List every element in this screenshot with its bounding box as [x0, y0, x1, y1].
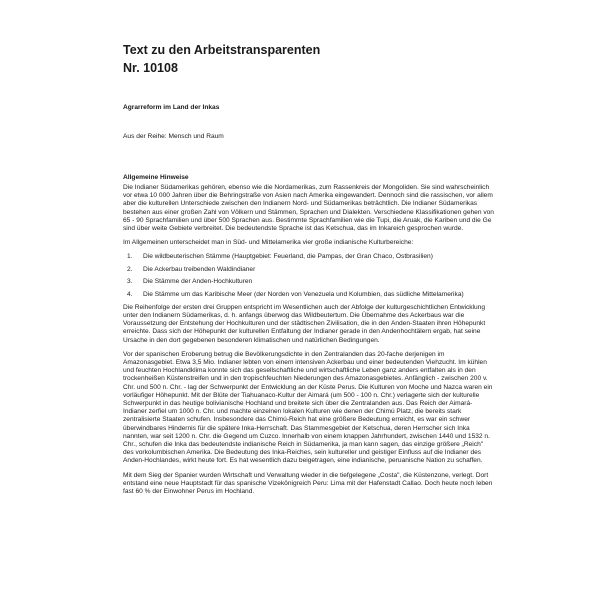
paragraph: Im Allgemeinen unterscheidet man in Süd- und Mittelamerika vier große indianische Kulturbereiche:	[123, 239, 414, 247]
paragraph: Vor der spanischen Eroberung betrug die Bevölkerungsdichte in den Zentralanden das 20-fache derjenigen im Amazonasgebiet. Etwa 3,5 Mio. Indianer lebten von einem intensiven Ackerbau und einer bedeutenden Viehzucht. Im kühlen und feuchten Hochlandklima konnte sich das gesellschaftliche und wirtschaftliche Leben ganz anders entfalten als in den trockenheißen Küstenstreifen und in den tropischfeuchten Niederungen des Amazonasgebietes. Anfänglich - zwischen 200 v. Chr. und 500 n. Chr. - lag der Schwerpunkt der Entwicklung an der Küste Perus. Die Kulturen von Moche und Nazca waren ein vorläufiger Höhepunkt. Mit der Blüte der Tiahuanaco-Kultur der Aimará (um 500 - 100 n. Chr.) verlagerte sich der kulturelle Schwerpunkt in das heutige bolivianische Hochland und breitete sich über die Zentralanden aus. Das Reich der Aimará-Indianer zerfiel um 1000 n. Chr. und machte einzelnen lokalen Kulturen wie denen der Chimú Platz, die bereits stark zentralisierte Staaten schufen. Insbesondere das Chimú-Reich hat eine größere Bedeutung erreicht, es war ein schwer überwindbares Hindernis für die spätere Inka-Herrschaft. Das Stammesgebiet der Ketschua, deren Herrscher sich Inka nannten, war seit 1200 n. Chr. die Gegend um Cuzco. Innerhalb von einem knappen Jahrhundert, zwischen 1440 und 1532 n. Chr., schufen die Inka das bedeutendste indianische Reich in Südamerika, ja man kann sagen, das einzige größere „Reich" des vorkolumbischen Amerika. Die Bedeutung des Inka-Reiches, sein kultureller und geistiger Einfluss auf die Indianer des Anden-Hochlandes, wirkt heute fort. Es hat wesentlich dazu beigetragen, eine indianische, peruanische Nation zu schaffen.	[123, 350, 493, 465]
topic-heading: Agrarreform im Land der Inkas	[123, 104, 220, 111]
paragraph: Die Reihenfolge der ersten drei Gruppen entspricht im Wesentlichen auch der Abfolge der kulturgeschichtlichen Entwicklung unter den Indianern Südamerikas, d. h. anfangs überwog das Wildbeutertum. Die Übernahme des Ackerbaus war die Voraussetzung der Entstehung der Hochkulturen und der städtischen Zivilisation, die in den Anden-Staaten ihren Höhepunkt erreichte. Dass sich der Höhepunkt der kulturellen Entfaltung der Indianer gerade in den Andenhochtälern ergab, hat seine Ursache in den dort gegebenen besonderen klimatischen und natürlichen Bedingungen.	[123, 303, 486, 344]
list-text: Die Ackerbau treibenden Waldindianer	[143, 265, 256, 273]
list-number: 3.	[127, 278, 133, 286]
list-text: Die Stämme um das Karibische Meer (der Norden von Venezuela und Kolumbien, das südliche Mittelamerika)	[143, 290, 464, 298]
paragraph: Die Indianer Südamerikas gehören, ebenso wie die Nordamerikas, zum Rassenkreis der Mongoliden. Sie sind wahrscheinlich vor etwa 10 000 Jahren über die Behringstraße von Asien nach Amerika eingewandert. Dennoch sind die rassischen, vor allem aber die kulturellen Unterschiede zwischen den Indianern Nord- und Südamerikas beträchtlich. Die Indianer Südamerikas bestehen aus einer großen Zahl von Völkern und Stämmen, Sprachen und Dialekten. Verschiedene Klassifikationen gehen von 65 - 90 Sprachfamilien und über 500 Sprachen aus. Bestimmte Sprachfamilien wie die Tupi, die Aruak, die Kariben und die Ge sind über weite Gebiete verbreitet. Die bedeutendste Sprache ist das Ketschua, das im Inkareich gesprochen wurde.	[123, 184, 494, 233]
list-text: Die Stämme der Anden-Hochkulturen	[143, 278, 253, 286]
body-text	[123, 184, 495, 502]
list-number: 4.	[127, 290, 133, 298]
list-number: 1.	[127, 253, 133, 261]
section-heading: Allgemeine Hinweise	[123, 174, 189, 181]
list-text: Die wildbeuterischen Stämme (Hauptgebiet: Feuerland, die Pampas, der Gran Chaco, Ostbrasilien)	[143, 253, 433, 261]
list-item	[123, 266, 495, 274]
series-line: Aus der Reihe: Mensch und Raum	[123, 133, 224, 140]
culture-list	[123, 253, 495, 298]
paragraph: Mit dem Sieg der Spanier wurden Wirtschaft und Verwaltung wieder in die tiefgelegene „Costa", die Küstenzone, verlegt. Dort entstand eine neue Hauptstadt für das spanische Vizekönigreich Peru: Lima mit der Hafenstadt Callao. Doch heute noch leben fast 60 % der Einwohner Perus im Hochland.	[123, 471, 493, 496]
list-number: 2.	[127, 265, 133, 273]
list-item	[123, 253, 495, 261]
list-item	[123, 291, 495, 299]
document-number: Nr. 10108	[123, 61, 178, 75]
list-item	[123, 278, 495, 286]
document-title: Text zu den Arbeitstransparenten	[123, 43, 321, 57]
